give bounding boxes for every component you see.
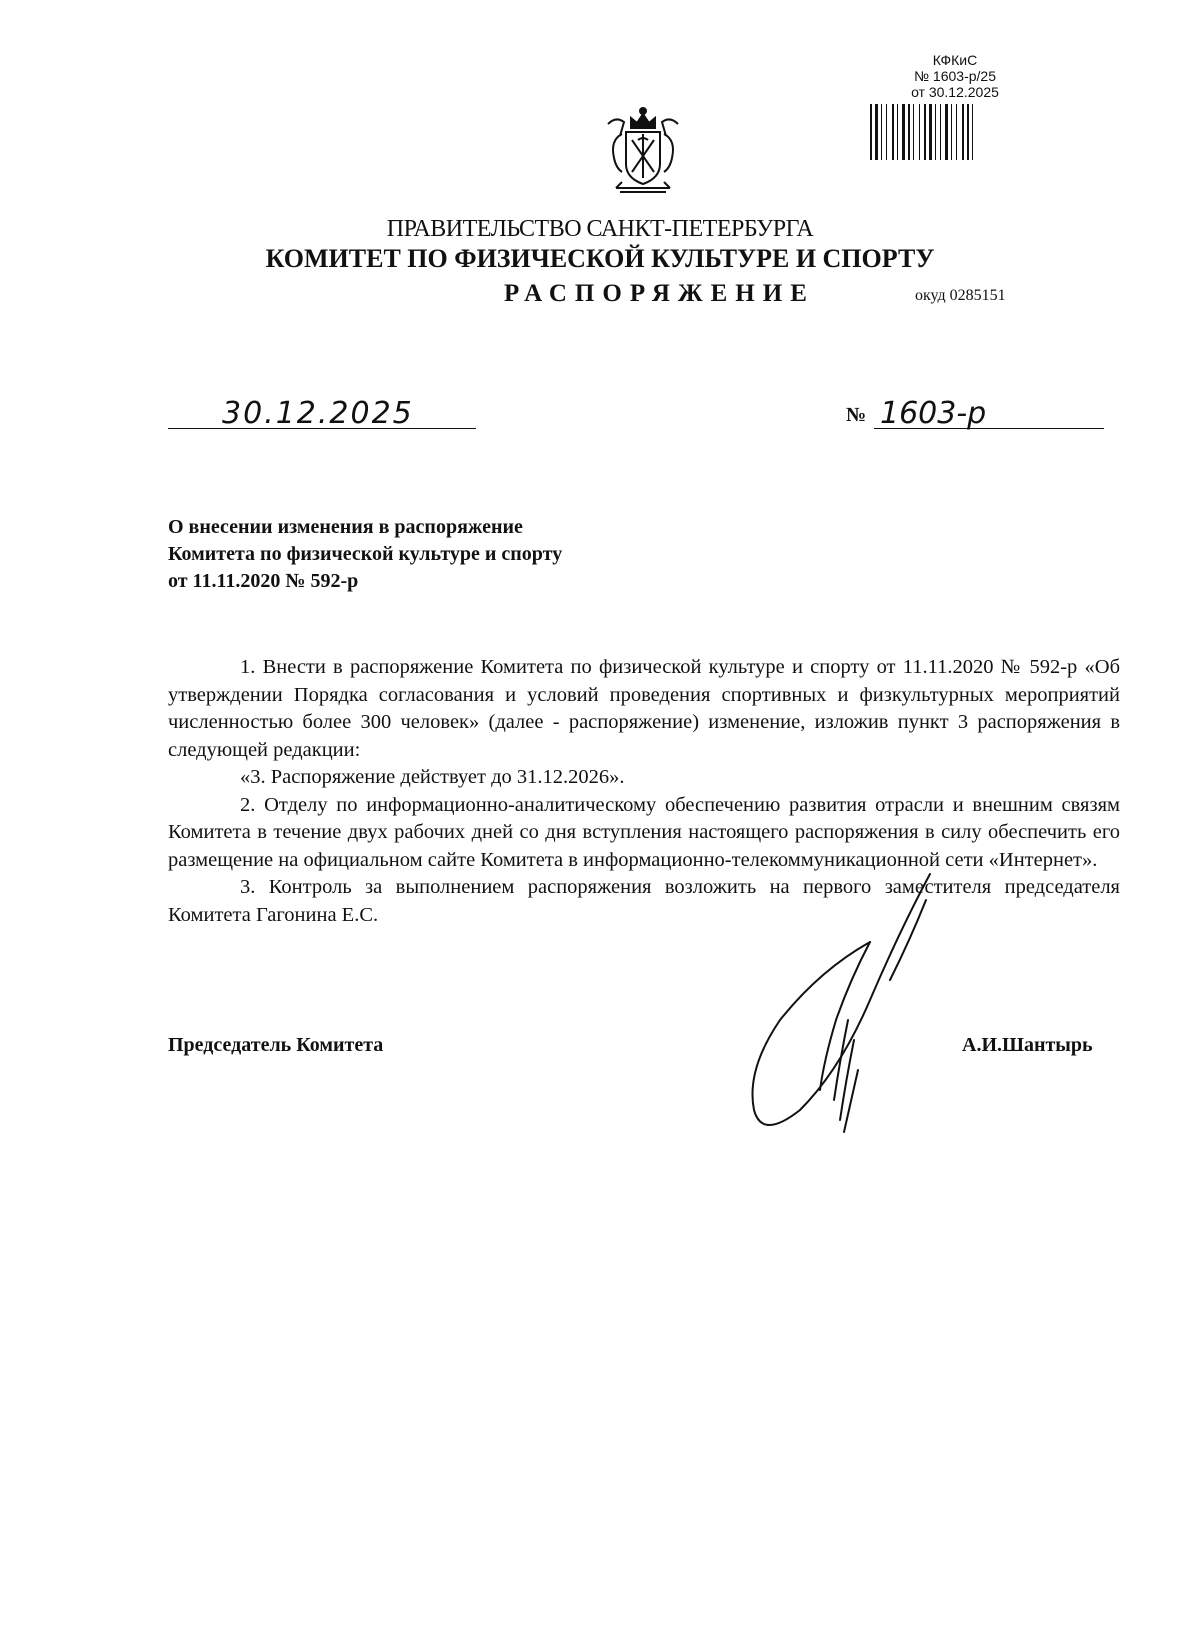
document-body [168,654,1120,929]
coat-of-arms-icon [602,106,684,198]
subject-line: от 11.11.2020 № 592-р [168,570,359,592]
committee-title: КОМИТЕТ ПО ФИЗИЧЕСКОЙ КУЛЬТУРЕ И СПОРТУ [265,244,935,273]
handwritten-signature-icon [740,870,940,1160]
government-title: ПРАВИТЕЛЬСТВО САНКТ-ПЕТЕРБУРГА [386,216,814,242]
stamp-org: КФКиС [932,52,978,68]
body-paragraph: 1. Внести в распоряжение Комитета по физической культуре и спорту от 11.11.2020 № 592-р «Об утверждении Порядка согласования и условий проведения спортивных и физкультурных мероприятий численностью более 300 человек» (далее - распоряжение) изменение, изложив пункт 3 распоряжения в следующей редакции: [168,656,1120,761]
signatory-role: Председатель Комитета [168,1034,384,1056]
signatory-name: А.И.Шантырь [962,1034,1093,1056]
body-paragraph: 2. Отделу по информационно-аналитическому обеспечению развития отрасли и внешним связям Комитета в течение двух рабочих дней со дня вступления настоящего распоряжения в силу обеспечить его размещение на официальном сайте Комитета в информационно-телекоммуникационной сети «Интернет». [168,793,1120,871]
body-paragraph: 3. Контроль за выполнением распоряжения возложить на первого заместителя председателя Комитета Гагонина Е.С. [168,876,1120,926]
okud-code: окуд 0285151 [915,287,1006,304]
document-date: 30.12.2025 [222,396,414,431]
document-type: РАСПОРЯЖЕНИЕ [504,280,815,307]
subject-line: О внесении изменения в распоряжение [168,516,523,538]
document-subject [168,514,562,595]
subject-line: Комитета по физической культуре и спорту [168,543,563,565]
stamp-date: от 30.12.2025 [911,84,999,100]
stamp-number: № 1603-р/25 [914,68,996,84]
registration-stamp [880,52,1030,100]
number-label: № [846,404,867,426]
document-number: 1603-р [880,396,987,431]
body-paragraph: «3. Распоряжение действует до 31.12.2026». [240,766,625,788]
barcode-icon [868,104,1024,160]
